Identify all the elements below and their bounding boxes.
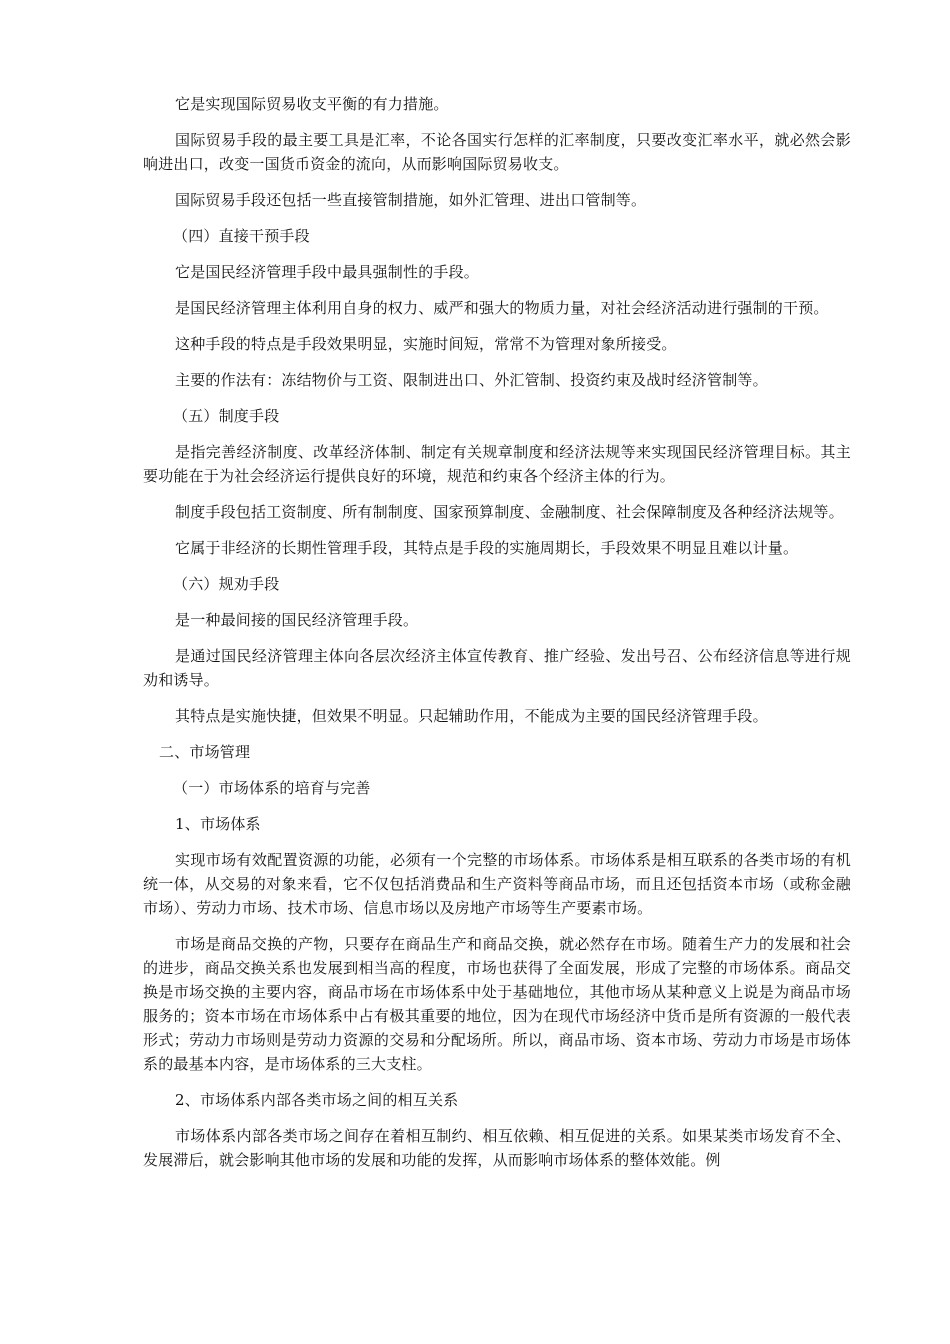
paragraph: 它是实现国际贸易收支平衡的有力措施。 [175, 95, 449, 113]
paragraph: 是一种最间接的国民经济管理手段。 [175, 611, 419, 629]
paragraph: 是指完善经济制度、改革经济体制、制定有关规章制度和经济法规等来实现国民经济管理目标。其主要功能在于为社会经济运行提供良好的环境，规范和约束各个经济主体的行为。 [143, 443, 851, 485]
paragraph: 其特点是实施快捷，但效果不明显。只起辅助作用，不能成为主要的国民经济管理手段。 [175, 707, 768, 725]
paragraph: 国际贸易手段的最主要工具是汇率，不论各国实行怎样的汇率制度，只要改变汇率水平，就必然会影响进出口，改变一国货币资金的流向，从而影响国际贸易收支。 [143, 131, 851, 173]
paragraph: 市场体系内部各类市场之间存在着相互制约、相互依赖、相互促进的关系。如果某类市场发育不全、发展滞后，就会影响其他市场的发展和功能的发挥，从而影响市场体系的整体效能。例 [143, 1127, 851, 1169]
paragraph: 市场是商品交换的产物，只要存在商品生产和商品交换，就必然存在市场。随着生产力的发展和社会的进步，商品交换关系也发展到相当高的程度，市场也获得了全面发展，形成了完整的市场体系。商品交换是市场交换的主要内容，商品市场在市场体系中处于基础地位，其他市场从某种意义上说是为商品市场服务的；资本市场在市场体系中占有极其重要的地位，因为在现代市场经济中货币是所有资源的一般代表形式；劳动力市场则是劳动力资源的交易和分配场所。所以，商品市场、资本市场、劳动力市场是市场体系的最基本内容，是市场体系的三大支柱。 [143, 935, 851, 1073]
paragraph: 是国民经济管理主体利用自身的权力、威严和强大的物质力量，对社会经济活动进行强制的干预。 [175, 299, 829, 317]
document-page [143, 92, 851, 1184]
section-heading: （一）市场体系的培育与完善 [173, 779, 371, 797]
chapter-heading: 二、市场管理 [159, 743, 251, 761]
paragraph: 制度手段包括工资制度、所有制制度、国家预算制度、金融制度、社会保障制度及各种经济法规等。 [175, 503, 844, 521]
subsection-heading: 2、市场体系内部各类市场之间的相互关系 [175, 1091, 459, 1109]
paragraph: 是通过国民经济管理主体向各层次经济主体宣传教育、推广经验、发出号召、公布经济信息等进行规劝和诱导。 [143, 647, 851, 689]
section-heading: （四）直接干预手段 [173, 227, 310, 245]
section-heading: （六）规劝手段 [173, 575, 280, 593]
paragraph: 实现市场有效配置资源的功能，必须有一个完整的市场体系。市场体系是相互联系的各类市场的有机统一体，从交易的对象来看，它不仅包括消费品和生产资料等商品市场，而且还包括资本市场（或称金融市场）、劳动力市场、技术市场、信息市场以及房地产市场等生产要素市场。 [143, 851, 851, 917]
subsection-heading: 1、市场体系 [175, 815, 261, 833]
paragraph: 它是国民经济管理手段中最具强制性的手段。 [175, 263, 480, 281]
paragraph: 国际贸易手段还包括一些直接管制措施，如外汇管理、进出口管制等。 [175, 191, 647, 209]
paragraph: 这种手段的特点是手段效果明显，实施时间短，常常不为管理对象所接受。 [175, 335, 677, 353]
section-heading: （五）制度手段 [173, 407, 280, 425]
paragraph: 它属于非经济的长期性管理手段，其特点是手段的实施周期长，手段效果不明显且难以计量。 [175, 539, 799, 557]
paragraph: 主要的作法有：冻结物价与工资、限制进出口、外汇管制、投资约束及战时经济管制等。 [175, 371, 768, 389]
